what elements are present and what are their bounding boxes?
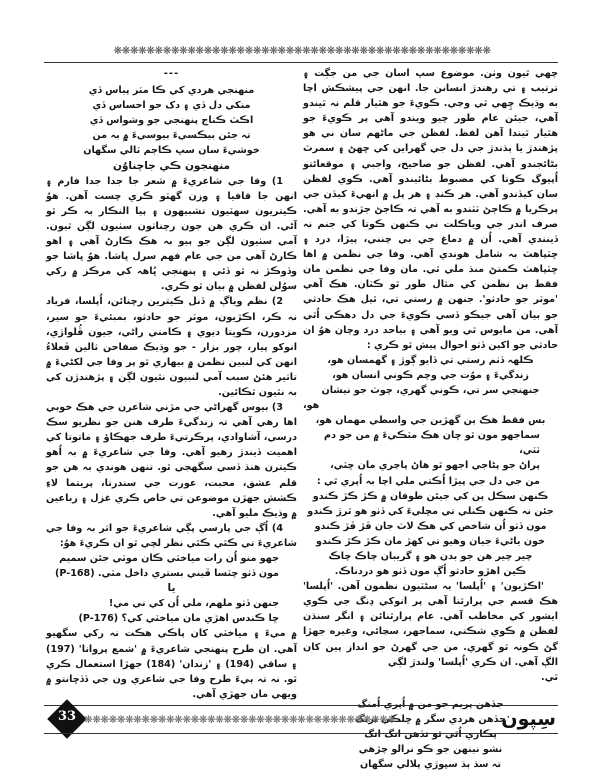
footer-ornament-border: ❋❋❋❋❋❋❋❋❋❋❋❋❋❋❋❋❋❋❋❋❋❋❋❋❋❋❋❋❋❋❋❋❋❋❋❋❋❋ [84,714,396,726]
verse-line: منکي دل ڏي ۽ دک جو احساس ڏي [92,100,251,112]
quote-1 [46,551,297,581]
verse-line: جنهنجي سر تي، ڪوني گهري، چوٽ جو نيشان [321,384,540,396]
magazine-logo: سِپون [501,708,556,730]
verse-line-end: هو، [303,400,320,412]
left-column [46,66,297,702]
point-4-continued: ۾ ميءَ ۽ مياخٽي کان پاڪي هڪت نہ رکي سگهيو آهي. ان طرح پنهنجي شاعريءَ ۾ 'شمع پروانا' (197) ۽ ساقي (194) ۽ 'زندان' (184) جهڙا استعمال ڪري ٿو. نہ تہ ٻيءَ طرح وفا جي شاعري ون جي ڏڏڇانتو ۾ ويهي مان جهڙي آهي. [46,628,297,700]
or-separator: يا [167,582,176,595]
footer-rule-top [44,705,558,706]
right-paragraph-2-end: ٿي. [541,671,558,683]
right-column [303,66,558,772]
quote-line: مون ڏٺو چٽسا ڦيني بستري داخل مٽي. (P-168) [54,568,279,580]
verse-line: پڪاري اُٿي ٿو تڏهن انگ انگ [364,729,497,741]
verse-line: من جي دل جي پيڙا اُڪتي ملي اچا بہ اُپري ٿي : [316,475,540,487]
spacer [303,685,558,697]
right-verse-2 [303,413,558,579]
quote-line: ڇا ڪندس اهڙي مان مياخٽي کي؟ (P-176) [78,613,279,625]
verse-line: ڪنهن سڪل پن کي جيئن طوفان ۾ ڪڙ ڪڙ ڪندو [312,490,549,502]
page-number: 33 [57,709,77,724]
right-paragraph-1: چھي ٿيون وٺن. موضوع سڀ اسان جي من جڳت ۽ ترتيب ۽ تي رهندڙ انسانن جا. انهن جي پيشڪش اچا به وڌيڪ چِهي ٿي وڃي. ڪويءَ جو هٿيار قلم نہ ٿيندو آهي، جيئن عام طور چيو ويندو آهي پر ڪويءَ جو هٿيار ٿيندا آهن لفظ. لفظن جي ماڻهم سان ني هو پڙهندڙ يا ٻڌندڙ جي دل جي گهراين کي ڇهڻ ۽ سمرٿ بڻائجندو آهي. لفظن جو صاحيح، واجبي ۽ موقعائتو اُپيوگ ڪوتا کي مضبوط بڻائيندو آهي. ڪوي لفظن سان کيڏندو آهي. هر ڪنڊ ۽ هر پل ۾ انهيءَ کيڏن جي پرڪريا ۾ ڪاڄڻ ٽٽندو به آهي تہ ڪاڄڻ جڙندو به آهي. صرف اندر جي وياڪلت ني ڪنهن ڪوتا کي جنم نہ ڏينندي آهي. اُن ۾ دماغ جي بي چنني، پيڙا، درد ۽ ڇٽپاهٽ بہ شامل هوندي آهي. وفا جي نظمن ۾ اها ڇٽپاهٽ ڪمتڻ منڌ ملي ٿي. مان وفا جي نظمن مان فقط ٻن نظمن کي مثال طور ٿو ڪٽان. هڪ آهي 'موٽر جو حادثو'. جنهن ۾ رستي تي، ٿيل هڪ حادثي جو بيان آهي جيڪو ڏسي ڪويءَ جي دل دهڪي اُٿي آهي. من مايوس ٿي ويو آهي ۽ بياحد درد وچان هوُ ان حادثي جو اکين ڏٺو احوال پيش ٿو ڪري : [303,68,558,351]
verse-line: مون ڏٺو اُن شاخص کي هڪ لاٽ جان ڦڙ ڦڙ ڪندو [314,520,547,532]
page-footer [44,705,558,735]
point-3: 3) بيوس گهراڻي جي مڙني شاعرن جي هڪ خوبي اها رهي آهي تہ زندگيءَ طرف هنن جو نظريو سڪ درسي، آشاوادي، پرڪرتيءَ طرف جهڪاؤ ۽ ماتوتا کي اهميت ڏيندڙ رهيو آهي. وفا جي شاعريءَ ۾ بہ اُهو ڪيترن هنڌ ڏسي سگهجي ٿو. تنهن هوندي بہ هن جو قلم عشق، محبت، عورت جي سندرتا، پريتما لاءِ ڪشش جهڙن موضوعن تي خاص ڪري غزل ۽ رباعين ۾ وڌيڪ مليو آهي. [46,402,297,519]
quote-2 [46,596,297,626]
left-verse-1 [46,83,297,158]
verse-line: تہ جئن بيڪسيءَ بيوسيءَ ۾ بہ من [92,130,251,142]
verse-line: نشو نينهن جو ڪو نرالو چڙهي [358,744,503,756]
verse-line: سماجهو مون ٿو ڇان هڪ مٽڪيءَ ۾ من جو دم ٽٽي، [324,430,540,457]
verse-line: جڏهن هردي سگر ۾ ڇلڪي ترنگ [354,713,507,725]
verse-line: زندگيءَ ۽ موُت جي وچم ڪوني انسان هو، [332,369,529,381]
verse-line: چير چير هن جو بدن هو ۽ گريبان چاڪ چاڪ [328,551,533,562]
verse-line: ڪين اهڙو حادثو اُڳ مون ڏٺو هو دردناڪ. [334,566,527,578]
verse-line: بس فقط هڪ ٻن گهڙين جي واسطي مهمان هو، [315,415,546,427]
quote-line: جهو منو اُن رات مياخٽي ڪان موٽي جئن سميم [59,553,279,564]
verse-line: خوشيءَ سان سڀ ڪاڄم ٽالي سگهان [83,145,260,157]
verse-line: تہ سڌ ٻڌ سڀوڙي پلالي سگهان [359,759,502,771]
right-verse-1 [303,353,558,413]
top-ornament-border: ❋❋❋❋❋❋❋❋❋❋❋❋❋❋❋❋❋❋❋❋❋❋❋❋❋❋❋❋❋❋❋❋❋❋❋❋❋❋❋❋❋❋❋❋❋❋ [113,45,491,57]
point-4: 4) اُڳ جي پارسي پڳي شاعريءَ جو اثر بہ وفا جي شاعريءَ تي ڪٿي ڪٿي نظر لچي ٿو ان ڪريءَ هوُ: [46,522,297,549]
verse-line: جڏهن پريم جو من ۾ اُپري اُمنگ [357,698,504,710]
section-separator: --- [163,68,180,79]
section-heading: منهنجون ڪي جاچناوُن [112,159,231,172]
verse-line: خون ياڻيءَ جيان وهيو تي کهڙ مان ڪڙ ڪڙ ڪندو [316,535,545,547]
quote-line: جنهن ڏٺو ملهم، ملي اُن کي ني مي! [108,598,279,610]
point-1: 1) وفا جي شاعريءَ ۾ شعر جا جدا جدا فارم ۽ انهن جا قافيا ۽ وزن گهٽو ڪري چست آهن. هوُ ڪيتريون سهٽيون تشبيهون ۽ ٻيا النڪار بہ ڪر ٿو آڻي. ان ڪري هن جون رچناٺون سٺيون لڳن ٿيون. آمي سٺيون لڳن جو ٻيو بہ هڪ ڪارڻ آهي ۽ اهو ڪارڻ آهي من جي عام فهم سرل ڀاشا. هوُ ڀاشا جو وڏوڪڙ نہ ٿو ڏئي ۽ پنهنجي ڀُاهہ کي مرڪز ۾ رکي سوُلن لفظن ۾ بيان ٿو ڪري. [46,175,297,293]
verse-line: جئن نہ ڪنهن ڪنلي تي مڇليءَ کي ڏٺو هو ٿرڙ ڪندو [307,505,554,517]
top-rule [44,62,558,63]
right-paragraph-2: 'اڪڙيون' ۽ 'اُپلسا' بہ سڻٽيون نظمون آهن. 'اُپلسا' هڪ قسم جي پرارٿنا آهي پر انوکي ڍنگ جي ڪوي ايشور کي مخاطب آهي. عام پرارٿنائن ۽ انگر سنڌن لفظن ۾ ڪوي شڪتي، سماجهر، سڃائي، وغيره جهڙا گڻ ڪونہ ٿو گهري. من جي گهرڻ جو انداز پين کان الڳ آهي. ان ڪري 'اُپلسا' ولندڙ لڳي [303,581,558,668]
verse-line: اڪٽ ڪناڄ پنهنجي جو وشواس ڏي [89,115,254,127]
footer-rule-bottom [44,733,558,734]
verse-line: منهنجي هردي کي ڪا مٽر پياس ڏي [88,85,255,97]
verse-line: پراڻ جو پڻاجي اجهو ٿو هاڻ پاڃري مان ڇٽي، [330,460,540,472]
point-2: 2) نظم وياڳ ۾ ڏنل ڪيترين رچنائن، اُپلسا، فرياد نہ ڪر، اڪڙيون، موٽر جو حادثو، بمبئيءَ جو سير، مزدورن، ڪويتا ديوي ۽ ڪامني راڻي، جيون ڦُلواڙي، انوکو پيار، چور بزار - جو وڌيڪ صفاحن ثالين ڦعلاءُ انهن کي لنبين نظمن ۾ بيهاري ٿو پر وفا جي لکڻيءَ ۾ تاثير هئڻ سبب آمي لنبيون نٿيون لڳن ۽ پڙهندڙن کي بہ نٿيون ٿڪائين. [46,296,297,398]
verse-line: ڪلهہ ڏٺم رستي تي ڏايو ڳوڙ ۽ گهمسان هو، [327,354,534,366]
